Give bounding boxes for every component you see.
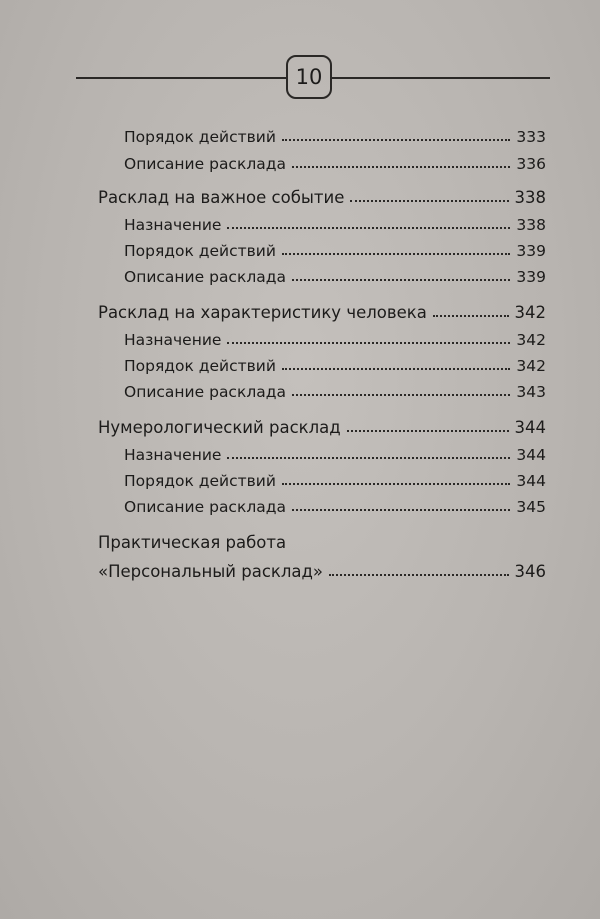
toc-entry-page: 339 bbox=[516, 268, 546, 286]
toc-leader-dots bbox=[227, 342, 510, 344]
toc-entry-page: 333 bbox=[516, 128, 546, 146]
toc-entry-title: Назначение bbox=[124, 446, 222, 464]
toc-entry-page: 342 bbox=[516, 357, 546, 375]
toc-entry-title: Порядок действий bbox=[124, 128, 276, 146]
toc-entry-title: Описание расклада bbox=[124, 268, 286, 286]
toc-entry-title: Практическая работа bbox=[98, 533, 287, 552]
toc-entry bbox=[124, 155, 546, 173]
toc-entry bbox=[98, 562, 546, 581]
toc-entry bbox=[124, 383, 546, 401]
toc-entry-page: 346 bbox=[514, 562, 546, 581]
toc-leader-dots bbox=[350, 200, 508, 202]
toc-leader-dots bbox=[282, 139, 510, 141]
toc-entry-page: 343 bbox=[516, 383, 546, 401]
toc-leader-dots bbox=[282, 253, 510, 255]
toc-entry bbox=[98, 418, 546, 437]
toc-leader-dots bbox=[329, 574, 508, 576]
toc-entry-page: 344 bbox=[516, 472, 546, 490]
toc-entry-page: 342 bbox=[514, 303, 546, 322]
header-rule-right bbox=[332, 77, 550, 79]
toc-entry-page: 338 bbox=[516, 216, 546, 234]
toc-entry-title: Расклад на характеристику человека bbox=[98, 303, 427, 322]
toc-entry-title: Назначение bbox=[124, 216, 222, 234]
toc-leader-dots bbox=[227, 227, 510, 229]
toc-leader-dots bbox=[292, 279, 510, 281]
toc-entry-title: Порядок действий bbox=[124, 242, 276, 260]
toc-entry bbox=[124, 498, 546, 516]
toc-entry bbox=[124, 128, 546, 146]
toc-entry-title: Описание расклада bbox=[124, 498, 286, 516]
toc-leader-dots bbox=[347, 430, 509, 432]
header-rule-left bbox=[76, 77, 286, 79]
toc-leader-dots bbox=[282, 368, 510, 370]
toc-leader-dots bbox=[292, 509, 510, 511]
toc-entry-title: Описание расклада bbox=[124, 155, 286, 173]
toc-entry-title: Порядок действий bbox=[124, 472, 276, 490]
toc-entry bbox=[124, 357, 546, 375]
toc-entry bbox=[124, 472, 546, 490]
toc-entry bbox=[98, 188, 546, 207]
toc-leader-dots bbox=[292, 166, 510, 168]
toc-entry-title: «Персональный расклад» bbox=[98, 562, 324, 581]
toc-leader-dots bbox=[227, 457, 510, 459]
toc-entry-page: 342 bbox=[516, 331, 546, 349]
toc-entry-page: 339 bbox=[516, 242, 546, 260]
show-through-texture bbox=[60, 360, 580, 919]
toc-entry-title: Описание расклада bbox=[124, 383, 286, 401]
toc-entry-page: 345 bbox=[516, 498, 546, 516]
toc-entry bbox=[98, 533, 286, 552]
toc-entry-title: Порядок действий bbox=[124, 357, 276, 375]
toc-leader-dots bbox=[292, 394, 510, 396]
toc-entry bbox=[98, 303, 546, 322]
toc-entry bbox=[124, 242, 546, 260]
toc-entry bbox=[124, 216, 546, 234]
toc-entry bbox=[124, 446, 546, 464]
toc-entry-page: 344 bbox=[514, 418, 546, 437]
toc-entry bbox=[124, 331, 546, 349]
toc-entry-title: Нумерологический расклад bbox=[98, 418, 341, 437]
toc-leader-dots bbox=[433, 315, 509, 317]
toc-entry-title: Назначение bbox=[124, 331, 222, 349]
toc-entry-page: 338 bbox=[514, 188, 546, 207]
toc-leader-dots bbox=[282, 483, 510, 485]
toc-entry-page: 336 bbox=[516, 155, 546, 173]
toc-entry bbox=[124, 268, 546, 286]
toc-entry-title: Расклад на важное событие bbox=[98, 188, 345, 207]
page-number: 10 bbox=[286, 55, 332, 99]
toc-entry-page: 344 bbox=[516, 446, 546, 464]
